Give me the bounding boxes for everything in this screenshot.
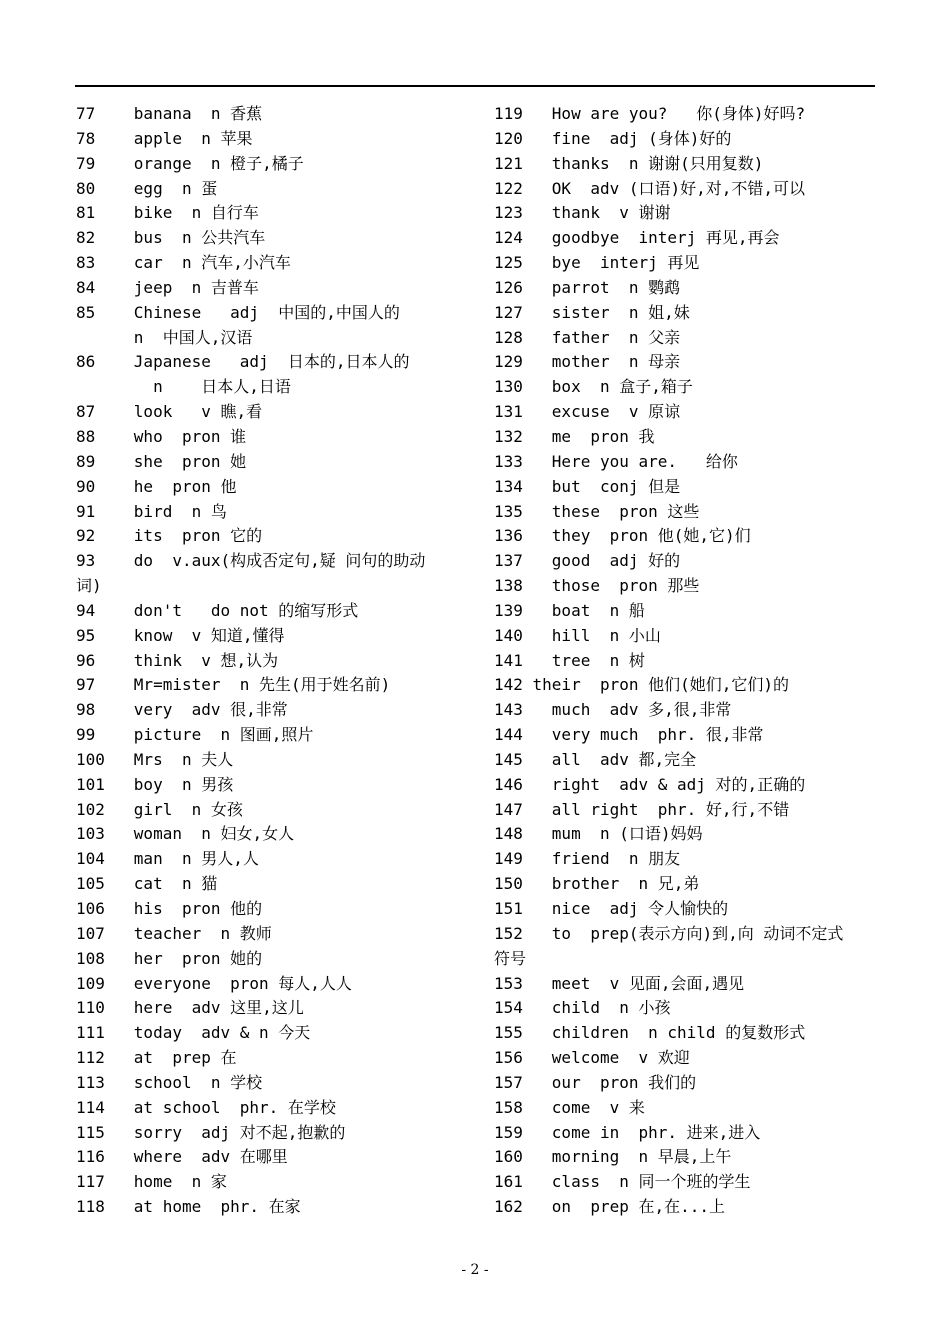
vocab-entry: 151 nice adj 令人愉快的 xyxy=(494,899,729,918)
vocab-entry: 85 Chinese adj 中国的,中国人的 xyxy=(76,302,400,322)
vocab-entry: 92 its pron 它的 xyxy=(76,526,263,546)
vocab-entry: 130 box n 盒子,箱子 xyxy=(494,377,693,397)
vocab-entry: 110 here adv 这里,这儿 xyxy=(76,998,304,1018)
vocab-entry: 148 mum n (口语)妈妈 xyxy=(494,824,703,844)
vocab-column-right xyxy=(494,102,878,1220)
vocab-entry: 144 very much phr. 很,非常 xyxy=(494,725,764,745)
vocab-entry: 106 his pron 他的 xyxy=(76,899,263,918)
vocab-entry: 140 hill n 小山 xyxy=(494,625,661,645)
vocab-entry: 155 children n child 的复数形式 xyxy=(494,1023,806,1043)
vocab-entry: 161 class n 同一个班的学生 xyxy=(494,1172,751,1192)
vocab-entry: 117 home n 家 xyxy=(76,1172,227,1192)
vocab-entry: 104 man n 男人,人 xyxy=(76,849,259,869)
vocab-entry: 87 look v 瞧,看 xyxy=(76,402,263,422)
vocab-entry: n 日本人,日语 xyxy=(76,377,291,397)
vocab-entry: 124 goodbye interj 再见,再会 xyxy=(494,228,780,248)
vocab-entry: 114 at school phr. 在学校 xyxy=(76,1097,336,1117)
vocab-entry: 126 parrot n 鹦鹉 xyxy=(494,277,681,297)
vocab-entry: 119 How are you? 你(身体)好吗? xyxy=(494,104,806,123)
vocab-entry: 100 Mrs n 夫人 xyxy=(76,749,234,769)
vocab-entry: 157 our pron 我们的 xyxy=(494,1072,697,1092)
vocab-entry: 84 jeep n 吉普车 xyxy=(76,277,259,297)
vocab-entry: 93 do v.aux(构成否定句,疑 问句的助动 xyxy=(76,551,426,571)
vocab-entry: 98 very adv 很,非常 xyxy=(76,700,288,720)
vocab-entry: 118 at home phr. 在家 xyxy=(76,1197,301,1217)
vocab-entry: 158 come v 来 xyxy=(494,1097,645,1117)
vocab-entry: 152 to prep(表示方向)到,向 动词不定式 xyxy=(494,923,844,943)
vocab-entry: 符号 xyxy=(494,948,527,968)
vocab-entry: 78 apple n 苹果 xyxy=(76,128,253,148)
vocab-entry: 149 friend n 朋友 xyxy=(494,849,681,869)
vocab-entry: 101 boy n 男孩 xyxy=(76,774,234,794)
page-number: - 2 - xyxy=(461,1262,489,1278)
vocab-entry: 107 teacher n 教师 xyxy=(76,923,272,943)
vocab-entry: 90 he pron 他 xyxy=(76,476,237,496)
vocab-entry: 94 don't do not 的缩写形式 xyxy=(76,600,359,620)
vocab-entry: n 中国人,汉语 xyxy=(76,327,253,347)
vocab-entry: 122 OK adv (口语)好,对,不错,可以 xyxy=(494,178,806,198)
vocab-entry: 141 tree n 树 xyxy=(494,650,645,670)
vocab-entry: 词) xyxy=(76,576,102,596)
vocab-entry: 112 at prep 在 xyxy=(76,1048,237,1068)
vocab-entry: 128 father n 父亲 xyxy=(494,327,681,347)
vocab-entry: 116 where adv 在哪里 xyxy=(76,1147,288,1167)
vocab-entry: 99 picture n 图画,照片 xyxy=(76,725,314,745)
vocab-entry: 95 know v 知道,懂得 xyxy=(76,625,285,645)
vocab-entry: 154 child n 小孩 xyxy=(494,998,671,1018)
vocab-entry: 162 on prep 在,在...上 xyxy=(494,1197,726,1217)
vocab-entry: 139 boat n 船 xyxy=(494,600,645,620)
vocab-entry: 80 egg n 蛋 xyxy=(76,178,218,198)
vocab-entry: 115 sorry adj 对不起,抱歉的 xyxy=(76,1122,346,1142)
vocab-entry: 82 bus n 公共汽车 xyxy=(76,228,266,248)
vocab-entry: 131 excuse v 原谅 xyxy=(494,402,681,422)
vocab-entry: 108 her pron 她的 xyxy=(76,948,263,968)
vocab-entry: 133 Here you are. 给你 xyxy=(494,451,738,471)
vocab-entry: 113 school n 学校 xyxy=(76,1072,263,1092)
vocab-entry: 88 who pron 谁 xyxy=(76,426,247,446)
vocab-entry: 153 meet v 见面,会面,遇见 xyxy=(494,973,745,993)
vocab-entry: 123 thank v 谢谢 xyxy=(494,203,671,223)
vocab-entry: 81 bike n 自行车 xyxy=(76,203,259,223)
vocab-entry: 86 Japanese adj 日本的,日本人的 xyxy=(76,352,410,372)
vocab-entry: 146 right adv & adj 对的,正确的 xyxy=(494,774,806,794)
vocab-entry: 97 Mr=mister n 先生(用于姓名前) xyxy=(76,675,391,695)
vocab-entry: 105 cat n 猫 xyxy=(76,874,218,894)
vocab-entry: 91 bird n 鸟 xyxy=(76,501,227,521)
vocab-entry: 156 welcome v 欢迎 xyxy=(494,1048,690,1068)
vocab-entry: 160 morning n 早晨,上午 xyxy=(494,1147,732,1167)
vocab-entry: 96 think v 想,认为 xyxy=(76,650,279,670)
vocab-entry: 145 all adv 都,完全 xyxy=(494,749,697,769)
vocab-entry: 102 girl n 女孩 xyxy=(76,799,243,819)
vocab-entry: 135 these pron 这些 xyxy=(494,501,700,521)
vocab-entry: 159 come in phr. 进来,进入 xyxy=(494,1122,761,1142)
vocab-entry: 125 bye interj 再见 xyxy=(494,253,700,273)
vocab-entry: 132 me pron 我 xyxy=(494,426,655,446)
vocab-entry: 103 woman n 妇女,女人 xyxy=(76,824,295,844)
vocab-entry: 79 orange n 橙子,橘子 xyxy=(76,153,304,173)
vocab-entry: 147 all right phr. 好,行,不错 xyxy=(494,799,790,819)
vocab-entry: 121 thanks n 谢谢(只用复数) xyxy=(494,153,764,173)
vocab-entry: 109 everyone pron 每人,人人 xyxy=(76,973,352,993)
vocab-entry: 120 fine adj (身体)好的 xyxy=(494,128,732,148)
vocab-entry: 150 brother n 兄,弟 xyxy=(494,874,700,894)
vocab-column-left xyxy=(76,102,460,1220)
header-rule xyxy=(75,85,875,87)
vocab-entry: 142 their pron 他们(她们,它们)的 xyxy=(494,675,790,695)
vocab-entry: 137 good adj 好的 xyxy=(494,551,681,571)
vocab-entry: 143 much adv 多,很,非常 xyxy=(494,700,732,720)
vocab-entry: 136 they pron 他(她,它)们 xyxy=(494,526,751,546)
vocab-entry: 83 car n 汽车,小汽车 xyxy=(76,253,291,273)
vocab-entry: 129 mother n 母亲 xyxy=(494,352,681,372)
vocab-entry: 134 but conj 但是 xyxy=(494,476,681,496)
vocab-entry: 138 those pron 那些 xyxy=(494,576,700,596)
vocab-entry: 89 she pron 她 xyxy=(76,451,247,471)
vocab-entry: 111 today adv & n 今天 xyxy=(76,1023,311,1043)
vocab-entry: 127 sister n 姐,妹 xyxy=(494,302,690,322)
vocab-entry: 77 banana n 香蕉 xyxy=(76,104,263,123)
